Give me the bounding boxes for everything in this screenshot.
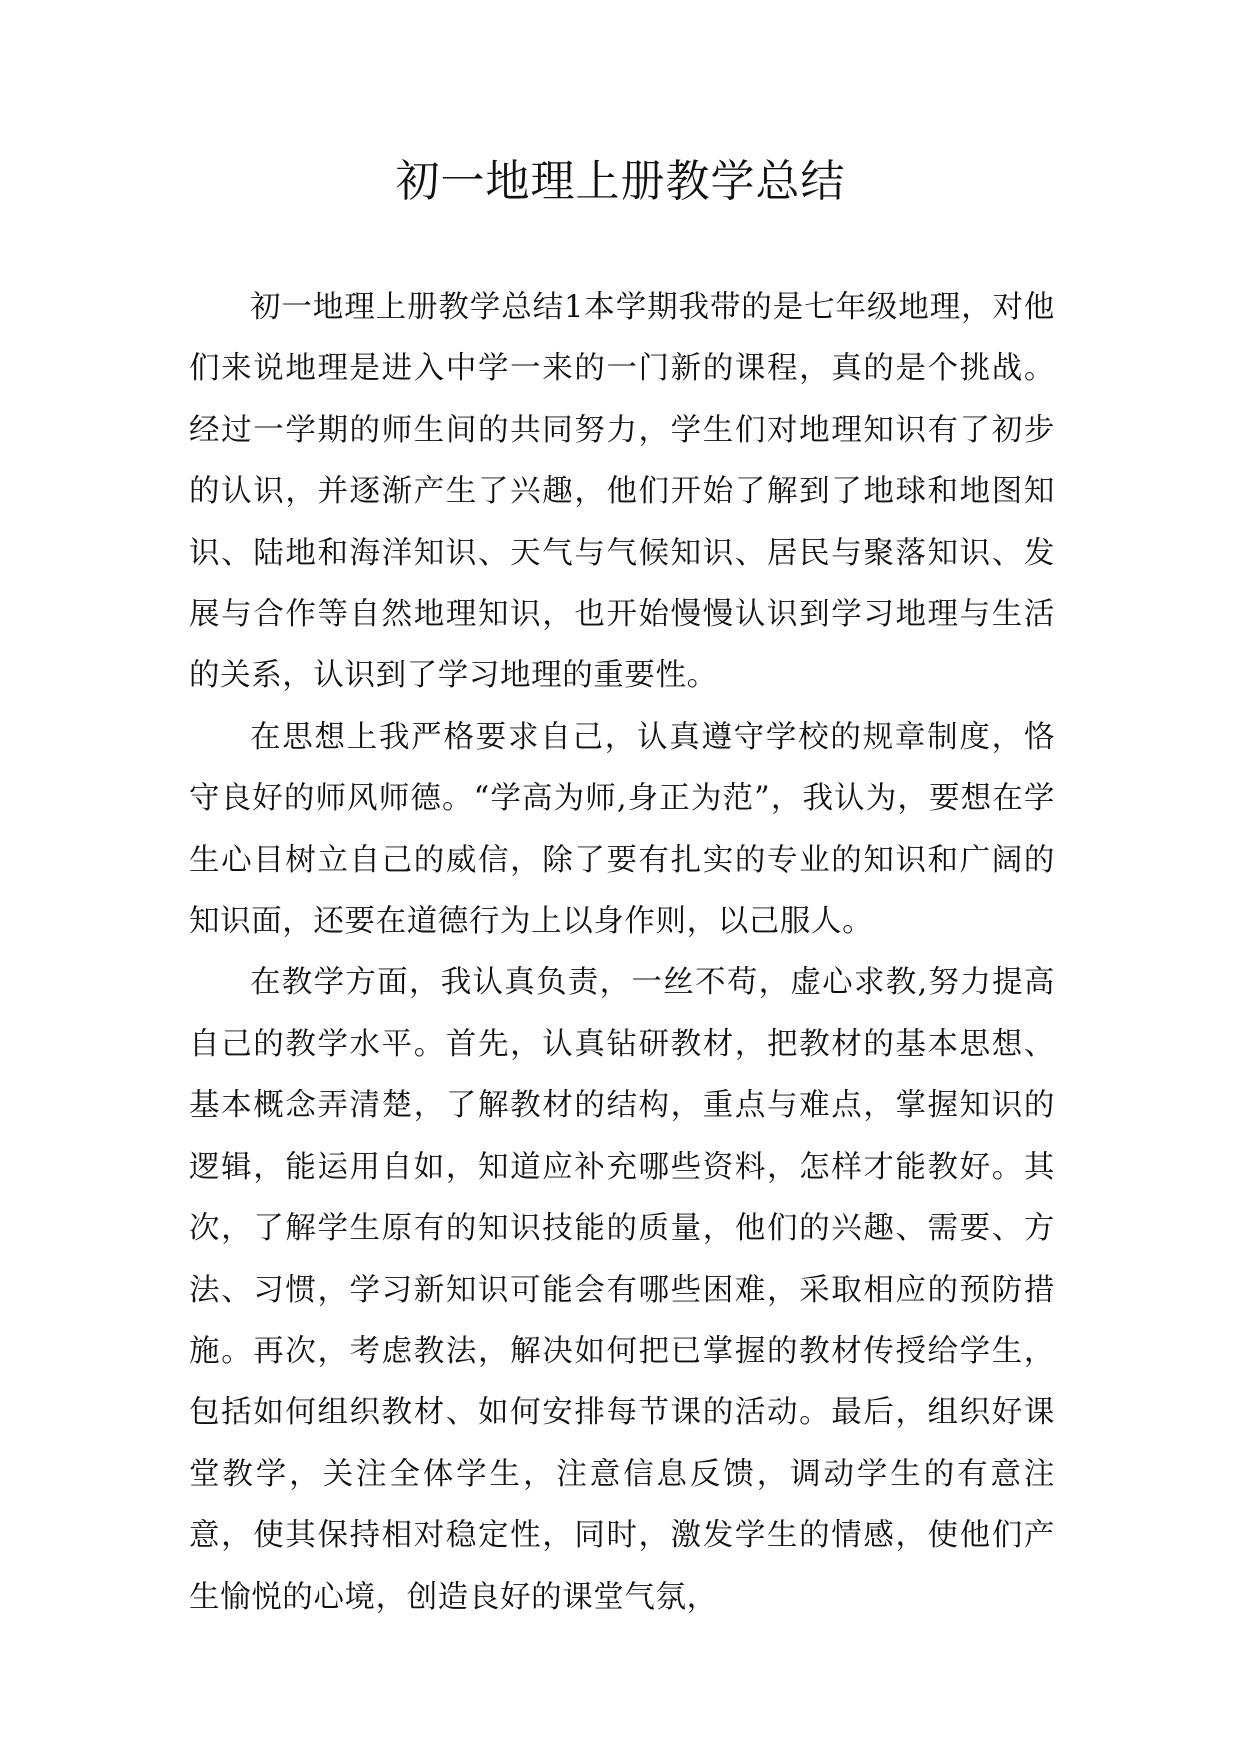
paragraph: 在思想上我严格要求自己，认真遵守学校的规章制度，恪守良好的师风师德。“学高为师,身正为范”，我认为，要想在学生心目树立自己的威信，除了要有扎实的专业的知识和广阔的知识面，还要在道德行为上以身作则，以己服人。 bbox=[189, 719, 1055, 940]
paragraph: 在教学方面，我认真负责，一丝不苟，虚心求教,努力提高自己的教学水平。首先，认真钻研教材，把教材的基本思想、基本概念弄清楚，了解教材的结构，重点与难点，掌握知识的逻辑，能运用自如，知道应补充哪些资料，怎样才能教好。其次，了解学生原有的知识技能的质量，他们的兴趣、需要、方法、习惯，学习新知识可能会有哪些困难，采取相应的预防措施。再次，考虑教法，解决如何把已掌握的教材传授给学生，包括如何组织教材、如何安排每节课的活动。最后，组织好课堂教学，关注全体学生，注意信息反馈，调动学生的有意注意，使其保持相对稳定性，同时，激发学生的情感，使他们产生愉悦的心境，创造良好的课堂气氛， bbox=[189, 965, 1055, 1615]
document-body bbox=[189, 277, 1055, 1628]
paragraph: 初一地理上册教学总结1本学期我带的是七年级地理，对他们来说地理是进入中学一来的一门新的课程，真的是个挑战。经过一学期的师生间的共同努力，学生们对地理知识有了初步的认识，并逐渐产生了兴趣，他们开始了解到了地球和地图知识、陆地和海洋知识、天气与气候知识、居民与聚落知识、发展与合作等自然地理知识，也开始慢慢认识到学习地理与生活的关系，认识到了学习地理的重要性。 bbox=[189, 290, 1055, 694]
document-title: 初一地理上册教学总结 bbox=[395, 156, 846, 207]
